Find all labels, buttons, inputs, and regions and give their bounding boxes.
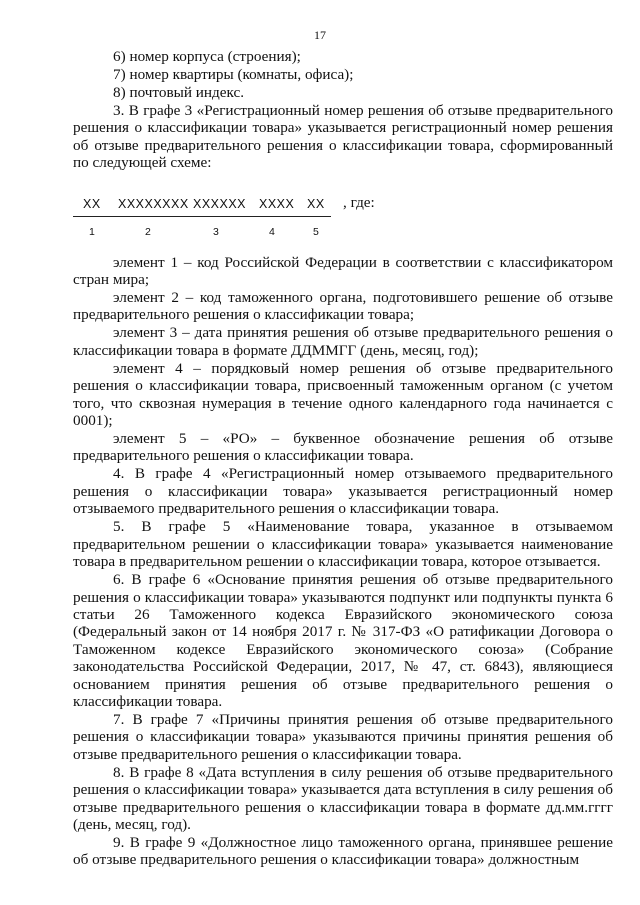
registration-number-scheme bbox=[73, 188, 613, 250]
scheme-index-2: 2 bbox=[145, 225, 151, 238]
element-description: элемент 1 – код Российской Федерации в соответствии с классификатором стран мира; bbox=[73, 253, 613, 289]
paragraph-8: 8. В графе 8 «Дата вступления в силу решения об отзыве предварительного решения о классификации товара» указывается дата вступления в силу решения об отзыве предварительного решения о классификации товара в формате дд.мм.гггг (день, месяц, год). bbox=[73, 763, 613, 833]
list-item: 8) почтовый индекс. bbox=[113, 84, 245, 101]
document-body bbox=[73, 48, 613, 869]
scheme-index-1: 1 bbox=[89, 225, 95, 238]
scheme-divider bbox=[73, 216, 331, 217]
element-description: элемент 2 – код таможенного органа, подготовившего решение об отзыве предварительного решения о классификации товара; bbox=[73, 289, 613, 324]
scheme-index-4: 4 bbox=[269, 225, 275, 238]
page-number: 17 bbox=[314, 28, 326, 42]
scheme-code-1: XX bbox=[83, 196, 101, 211]
paragraph-4: 4. В графе 4 «Регистрационный номер отзываемого предварительного решения о классификации товара» указывается регистрационный номер отзываемого предварительного решения о классификации товара. bbox=[73, 465, 613, 518]
paragraph-7: 7. В графе 7 «Причины принятия решения об отзыве предварительного решения о классификации товара» указываются причины принятия решения об отзыве предварительного решения о классификации товара. bbox=[73, 710, 613, 763]
scheme-suffix: , где: bbox=[343, 193, 375, 211]
element-description: элемент 5 – «РО» – буквенное обозначение решения об отзыве предварительного решения о классификации товара. bbox=[73, 430, 613, 465]
scheme-code-2: XXXXXXXX bbox=[118, 196, 189, 211]
list-item: 7) номер квартиры (комнаты, офиса); bbox=[113, 66, 354, 83]
paragraph-6: 6. В графе 6 «Основание принятия решения об отзыве предварительного решения о классификации товара» указываются подпункт или подпункты пункта 6 статьи 26 Таможенного кодекса Евразийского экономического союза (Федеральный закон от 14 ноября 2017 г. № 317-ФЗ «О ратификации Договора о Таможенном кодексе Евразийского экономического союза» (Собрание законодательства Российской Федерации, 2017, № 47, ст. 6843), являющиеся основанием принятия решения об отзыве предварительного решения о классификации товара. bbox=[73, 571, 613, 710]
list-item: 6) номер корпуса (строения); bbox=[113, 48, 301, 65]
scheme-code-5: XX bbox=[307, 196, 325, 211]
element-description: элемент 4 – порядковый номер решения об отзыве предварительного решения о классификации товара, присвоенный таможенным органом (с учетом того, что сквозная нумерация в течение одного календарного года начинается с 0001); bbox=[73, 359, 613, 430]
element-description: элемент 3 – дата принятия решения об отзыве предварительного решения о классификации товара в формате ДДММГГ (день, месяц, год); bbox=[73, 324, 613, 359]
paragraph-5: 5. В графе 5 «Наименование товара, указанное в отзываемом предварительном решении о классификации товара» указывается наименование товара в предварительном решении о классификации товара, которое отзывается. bbox=[73, 518, 613, 571]
scheme-code-3: XXXXXX bbox=[193, 196, 247, 211]
paragraph-3: 3. В графе 3 «Регистрационный номер решения об отзыве предварительного решения о классификации товара» указывается регистрационный номер решения об отзыве предварительного решения о классификации товара, сформированный по следующей схеме: bbox=[73, 102, 613, 172]
scheme-index-3: 3 bbox=[213, 225, 219, 238]
scheme-index-5: 5 bbox=[313, 225, 319, 238]
paragraph-9: 9. В графе 9 «Должностное лицо таможенного органа, принявшее решение об отзыве предварительного решения о классификации товара» должностным bbox=[73, 833, 613, 869]
scheme-code-4: XXXX bbox=[259, 196, 295, 211]
